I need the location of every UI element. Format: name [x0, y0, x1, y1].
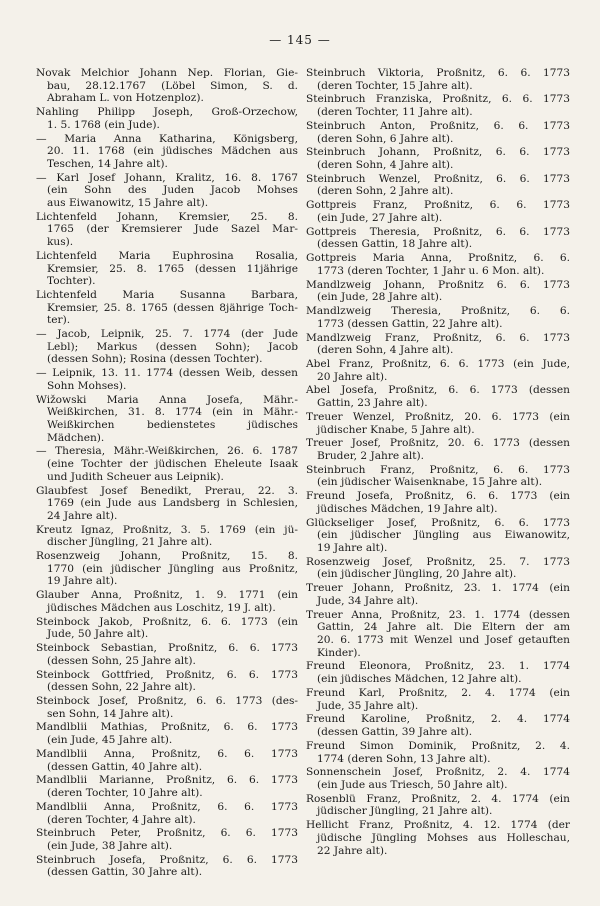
- entry-line: Kreutz Ignaz, Proßnitz, 3. 5. 1769 (ein jü-: [36, 523, 298, 536]
- entry-line: Hellicht Franz, Proßnitz, 4. 12. 1774 (der: [306, 819, 570, 832]
- entry-line: Abel Josefa, Proßnitz, 6. 6. 1773 (dessen: [306, 384, 570, 397]
- entry-line: Treuer Anna, Proßnitz, 23. 1. 1774 (dessen: [306, 608, 570, 621]
- register-entry: [306, 556, 570, 581]
- entry-line: Freund Karoline, Proßnitz, 2. 4. 1774: [306, 713, 570, 726]
- entry-line: Jude, 50 Jahre alt).: [47, 628, 149, 641]
- register-entry: [306, 279, 570, 304]
- entry-line: (eine Tochter der jüdischen Eheleute Isaak: [47, 458, 298, 471]
- entry-line: Gattin, 24 Jahre alt. Die Eltern der am: [317, 621, 570, 634]
- register-entry: [36, 748, 298, 773]
- entry-line: (dessen Gattin, 18 Jahre alt).: [317, 238, 473, 251]
- entry-line: ter).: [47, 314, 71, 327]
- entry-line: Freund Eleonora, Proßnitz, 23. 1. 1774: [306, 660, 570, 673]
- register-entry: [36, 550, 298, 588]
- entry-line: 20 Jahre alt).: [317, 370, 388, 383]
- register-entry: [306, 146, 570, 171]
- entry-line: Steinbruch Johann, Proßnitz, 6. 6. 1773: [306, 146, 570, 159]
- entry-line: 19 Jahre alt).: [317, 542, 388, 555]
- register-entry: [306, 199, 570, 224]
- entry-line: (ein Jude, 28 Jahre alt).: [317, 291, 443, 304]
- register-entry: [36, 67, 298, 105]
- page-number: — 145 —: [269, 33, 331, 47]
- entry-line: (ein jüdisches Mädchen, 12 Jahre alt).: [317, 673, 522, 686]
- register-entry: [306, 358, 570, 383]
- entry-line: Lichtenfeld Johann, Kremsier, 25. 8.: [36, 210, 298, 223]
- entry-line: (deren Sohn, 6 Jahre alt).: [317, 132, 454, 145]
- entry-line: (ein jüdischer Jüngling, 20 Jahre alt).: [317, 568, 517, 581]
- entry-line: (dessen Sohn, 22 Jahre alt).: [47, 681, 196, 694]
- entry-line: Treuer Wenzel, Proßnitz, 20. 6. 1773 (ein: [306, 410, 570, 423]
- entry-line: 1. 5. 1768 (ein Jude).: [47, 118, 160, 131]
- register-entry: [36, 133, 298, 171]
- entry-line: Freund Josefa, Proßnitz, 6. 6. 1773 (ein: [306, 490, 570, 503]
- register-entry: [306, 226, 570, 251]
- register-entry: [36, 524, 298, 549]
- entry-line: Glauber Anna, Proßnitz, 1. 9. 1771 (ein: [36, 589, 298, 602]
- entry-line: (deren Tochter, 10 Jahre alt).: [47, 787, 203, 800]
- register-entry: [306, 67, 570, 92]
- register-entry: [36, 827, 298, 852]
- entry-line: Rosenblü Franz, Proßnitz, 2. 4. 1774 (ein: [306, 792, 570, 805]
- entry-line: (dessen Gattin, 39 Jahre alt).: [317, 726, 473, 739]
- entry-line: Steinbruch Viktoria, Proßnitz, 6. 6. 1773: [306, 67, 570, 79]
- entry-line: Lichtenfeld Maria Euphrosina Rosalia,: [36, 249, 298, 262]
- register-entry: [36, 721, 298, 746]
- entry-line: Steinbruch Peter, Proßnitz, 6. 6. 1773: [36, 827, 298, 840]
- entry-line: (deren Tochter, 11 Jahre alt).: [317, 106, 473, 119]
- left-column: [36, 67, 298, 880]
- entry-line: aus Eiwanowitz, 15 Jahre alt).: [47, 196, 209, 209]
- entry-line: Treuer Josef, Proßnitz, 20. 6. 1773 (dessen: [306, 437, 570, 450]
- entry-line: Rosenzweig Josef, Proßnitz, 25. 7. 1773: [306, 555, 570, 568]
- register-entry: [306, 819, 570, 857]
- register-entry: [36, 250, 298, 288]
- register-entry: [36, 485, 298, 523]
- entry-line: Steinbruch Franziska, Proßnitz, 6. 6. 1773: [306, 93, 570, 106]
- register-entry: [36, 854, 298, 879]
- register-entry: [36, 211, 298, 249]
- entry-line: Jude, 34 Jahre alt).: [317, 594, 419, 607]
- register-entry: [306, 793, 570, 818]
- register-entry: [306, 464, 570, 489]
- entry-line: Lebl); Markus (dessen Sohn); Jacob: [47, 340, 298, 353]
- entry-line: Novak Melchior Johann Nep. Florian, Gie-: [36, 67, 298, 79]
- entry-line: (deren Tochter, 15 Jahre alt).: [317, 79, 473, 92]
- entry-line: (deren Sohn, 4 Jahre alt).: [317, 159, 454, 172]
- register-entry: [36, 394, 298, 445]
- register-entry: [36, 642, 298, 667]
- entry-line: Glaubfest Josef Benedikt, Prerau, 22. 3.: [36, 484, 298, 497]
- entry-line: 19 Jahre alt).: [47, 575, 118, 588]
- entry-line: Mandlblii Anna, Proßnitz, 6. 6. 1773: [36, 800, 298, 813]
- entry-line: Steinbock Jakob, Proßnitz, 6. 6. 1773 (ein: [36, 615, 298, 628]
- entry-line: Kremsier, 25. 8. 1765 (dessen 11jährige: [47, 262, 298, 275]
- entry-line: Gattin, 23 Jahre alt).: [317, 397, 428, 410]
- register-entry: [36, 616, 298, 641]
- entry-line: Weißkirchen bedienstetes jüdisches Mädchen).: [47, 418, 298, 444]
- register-entry: [306, 305, 570, 330]
- entry-line: jüdisches Mädchen aus Loschitz, 19 J. alt).: [47, 601, 276, 614]
- register-entry: [306, 766, 570, 791]
- register-entry: [36, 106, 298, 131]
- entry-line: Kinder).: [317, 646, 361, 659]
- entry-line: kus).: [47, 236, 74, 249]
- entry-line: Steinbruch Anton, Proßnitz, 6. 6. 1773: [306, 119, 570, 132]
- register-entry: [306, 332, 570, 357]
- register-entry: [306, 713, 570, 738]
- register-entry: [306, 687, 570, 712]
- register-entry: [306, 437, 570, 462]
- entry-line: Jude, 35 Jahre alt).: [317, 699, 419, 712]
- entry-line: jüdischer Jüngling, 21 Jahre alt).: [317, 805, 493, 818]
- entry-line: — Karl Josef Johann, Kralitz, 16. 8. 1767: [36, 171, 298, 184]
- entry-line: Gottpreis Maria Anna, Proßnitz, 6. 6.: [306, 252, 570, 265]
- entry-line: (dessen Gattin, 30 Jahre alt).: [47, 866, 203, 879]
- register-entry: [36, 328, 298, 366]
- register-entry: [36, 589, 298, 614]
- register-entry: [306, 517, 570, 555]
- entry-line: Steinbruch Franz, Proßnitz, 6. 6. 1773: [306, 463, 570, 476]
- entry-line: jüdisches Mädchen, 19 Jahre alt).: [317, 502, 498, 515]
- entry-line: 24 Jahre alt).: [47, 509, 118, 522]
- entry-line: 20. 6. 1773 mit Wenzel und Josef getauften: [317, 634, 570, 647]
- entry-line: (deren Sohn, 2 Jahre alt).: [317, 185, 454, 198]
- register-entry: [306, 490, 570, 515]
- entry-line: jüdische Jüngling Mohses aus Holleschau,: [317, 831, 570, 844]
- register-entry: [306, 609, 570, 660]
- entry-line: Sonnenschein Josef, Proßnitz, 2. 4. 1774: [306, 766, 570, 779]
- entry-line: (dessen Gattin, 40 Jahre alt).: [47, 760, 203, 773]
- entry-line: 1774 (deren Sohn, 13 Jahre alt).: [317, 752, 491, 765]
- entry-line: Lichtenfeld Maria Susanna Barbara,: [36, 289, 298, 301]
- entry-line: Steinbruch Wenzel, Proßnitz, 6. 6. 1773: [306, 172, 570, 185]
- register-entry: [36, 172, 298, 210]
- entry-line: Wižowski Maria Anna Josefa, Mähr.-: [36, 393, 298, 406]
- entry-line: (ein Sohn des Juden Jacob Mohses: [47, 184, 298, 197]
- entry-line: (ein Jude, 45 Jahre alt).: [47, 734, 173, 747]
- register-entry: [306, 384, 570, 409]
- register-entry: [306, 252, 570, 277]
- register-entry: [306, 411, 570, 436]
- entry-line: — Maria Anna Katharina, Königsberg,: [36, 132, 298, 145]
- entry-line: (ein Jude, 27 Jahre alt).: [317, 211, 443, 224]
- entry-line: (dessen Sohn); Rosina (dessen Tochter).: [47, 353, 263, 366]
- entry-line: Mandlblii Anna, Proßnitz, 6. 6. 1773: [36, 747, 298, 760]
- entry-line: 1773 (dessen Gattin, 22 Jahre alt).: [317, 317, 503, 330]
- register-entry: [306, 740, 570, 765]
- register-entry: [36, 801, 298, 826]
- register-entry: [306, 120, 570, 145]
- register-entry: [36, 669, 298, 694]
- entry-line: 20. 11. 1768 (ein jüdisches Mädchen aus: [47, 145, 298, 158]
- right-column: [306, 67, 570, 858]
- entry-line: Gottpreis Theresia, Proßnitz, 6. 6. 1773: [306, 225, 570, 238]
- entry-line: Steinbock Gottfried, Proßnitz, 6. 6. 1773: [36, 668, 298, 681]
- entry-line: — Theresia, Mähr.-Weißkirchen, 26. 6. 1787: [36, 445, 298, 458]
- entry-line: 1773 (deren Tochter, 1 Jahr u. 6 Mon. alt).: [317, 264, 545, 277]
- entry-line: (deren Sohn, 4 Jahre alt).: [317, 344, 454, 357]
- entry-line: Abraham L. von Hotzenploz).: [47, 92, 204, 105]
- register-entry: [36, 289, 298, 327]
- entry-line: jüdischer Knabe, 5 Jahre alt).: [317, 423, 475, 436]
- entry-line: — Jacob, Leipnik, 25. 7. 1774 (der Jude: [36, 328, 298, 341]
- entry-line: (ein jüdischer Waisenknabe, 15 Jahre alt).: [317, 476, 543, 489]
- entry-line: (deren Tochter, 4 Jahre alt).: [47, 813, 196, 826]
- entry-line: (dessen Sohn, 25 Jahre alt).: [47, 654, 196, 667]
- entry-line: Steinbock Josef, Proßnitz, 6. 6. 1773 (des-: [36, 695, 298, 708]
- entry-line: Mandlblii Marianne, Proßnitz, 6. 6. 1773: [36, 774, 298, 787]
- register-entry: [306, 582, 570, 607]
- entry-line: 1769 (ein Jude aus Landsberg in Schlesien,: [47, 497, 298, 510]
- register-entry: [36, 445, 298, 483]
- entry-line: sen Sohn, 14 Jahre alt).: [47, 707, 174, 720]
- entry-line: Freund Karl, Proßnitz, 2. 4. 1774 (ein: [306, 686, 570, 699]
- entry-line: Steinbock Sebastian, Proßnitz, 6. 6. 1773: [36, 642, 298, 655]
- entry-line: Treuer Johann, Proßnitz, 23. 1. 1774 (ein: [306, 582, 570, 595]
- register-entry: [36, 774, 298, 799]
- entry-line: Sohn Mohses).: [47, 379, 127, 392]
- register-entry: [306, 93, 570, 118]
- entry-line: bau, 28.12.1767 (Löbel Simon, S. d.: [47, 79, 298, 92]
- entry-line: 22 Jahre alt).: [317, 844, 388, 857]
- register-entry: [36, 695, 298, 720]
- entry-line: Abel Franz, Proßnitz, 6. 6. 1773 (ein Jude,: [306, 357, 570, 370]
- entry-line: Mandlzweig Franz, Proßnitz, 6. 6. 1773: [306, 331, 570, 344]
- entry-line: (ein jüdischer Jüngling aus Eiwanowitz,: [317, 529, 570, 542]
- entry-line: Gottpreis Franz, Proßnitz, 6. 6. 1773: [306, 199, 570, 212]
- entry-line: Mandlzweig Johann, Proßnitz 6. 6. 1773: [306, 278, 570, 291]
- entry-line: (ein Jude, 38 Jahre alt).: [47, 839, 173, 852]
- entry-line: Freund Simon Dominik, Proßnitz, 2. 4.: [306, 739, 570, 752]
- entry-line: 1765 (der Kremsierer Jude Sazel Mar-: [47, 223, 298, 236]
- entry-line: discher Jüngling, 21 Jahre alt).: [47, 536, 213, 549]
- entry-line: — Leipnik, 13. 11. 1774 (dessen Weib, dessen: [36, 367, 298, 380]
- entry-line: Teschen, 14 Jahre alt).: [47, 157, 168, 170]
- entry-line: Rosenzweig Johann, Proßnitz, 15. 8.: [36, 550, 298, 563]
- entry-line: Nahling Philipp Joseph, Groß-Orzechow,: [36, 106, 298, 119]
- entry-line: (ein Jude aus Triesch, 50 Jahre alt).: [317, 778, 508, 791]
- entry-line: Glückseliger Josef, Proßnitz, 6. 6. 1773: [306, 516, 570, 529]
- entry-line: Mandlzweig Theresia, Proßnitz, 6. 6.: [306, 305, 570, 318]
- entry-line: und Judith Scheuer aus Leipnik).: [47, 470, 224, 483]
- register-entry: [306, 660, 570, 685]
- entry-line: Tochter).: [47, 275, 96, 288]
- register-entry: [306, 173, 570, 198]
- entry-line: Steinbruch Josefa, Proßnitz, 6. 6. 1773: [36, 853, 298, 866]
- entry-line: 1770 (ein jüdischer Jüngling aus Proßnitz,: [47, 562, 298, 575]
- entry-line: Mandlblii Mathias, Proßnitz, 6. 6. 1773: [36, 721, 298, 734]
- entry-line: Kremsier, 25. 8. 1765 (dessen 8jährige Toch-: [47, 301, 298, 314]
- entry-line: Bruder, 2 Jahre alt).: [317, 450, 425, 462]
- entry-line: Weißkirchen, 31. 8. 1774 (ein in Mähr.-: [47, 406, 298, 419]
- register-entry: [36, 367, 298, 392]
